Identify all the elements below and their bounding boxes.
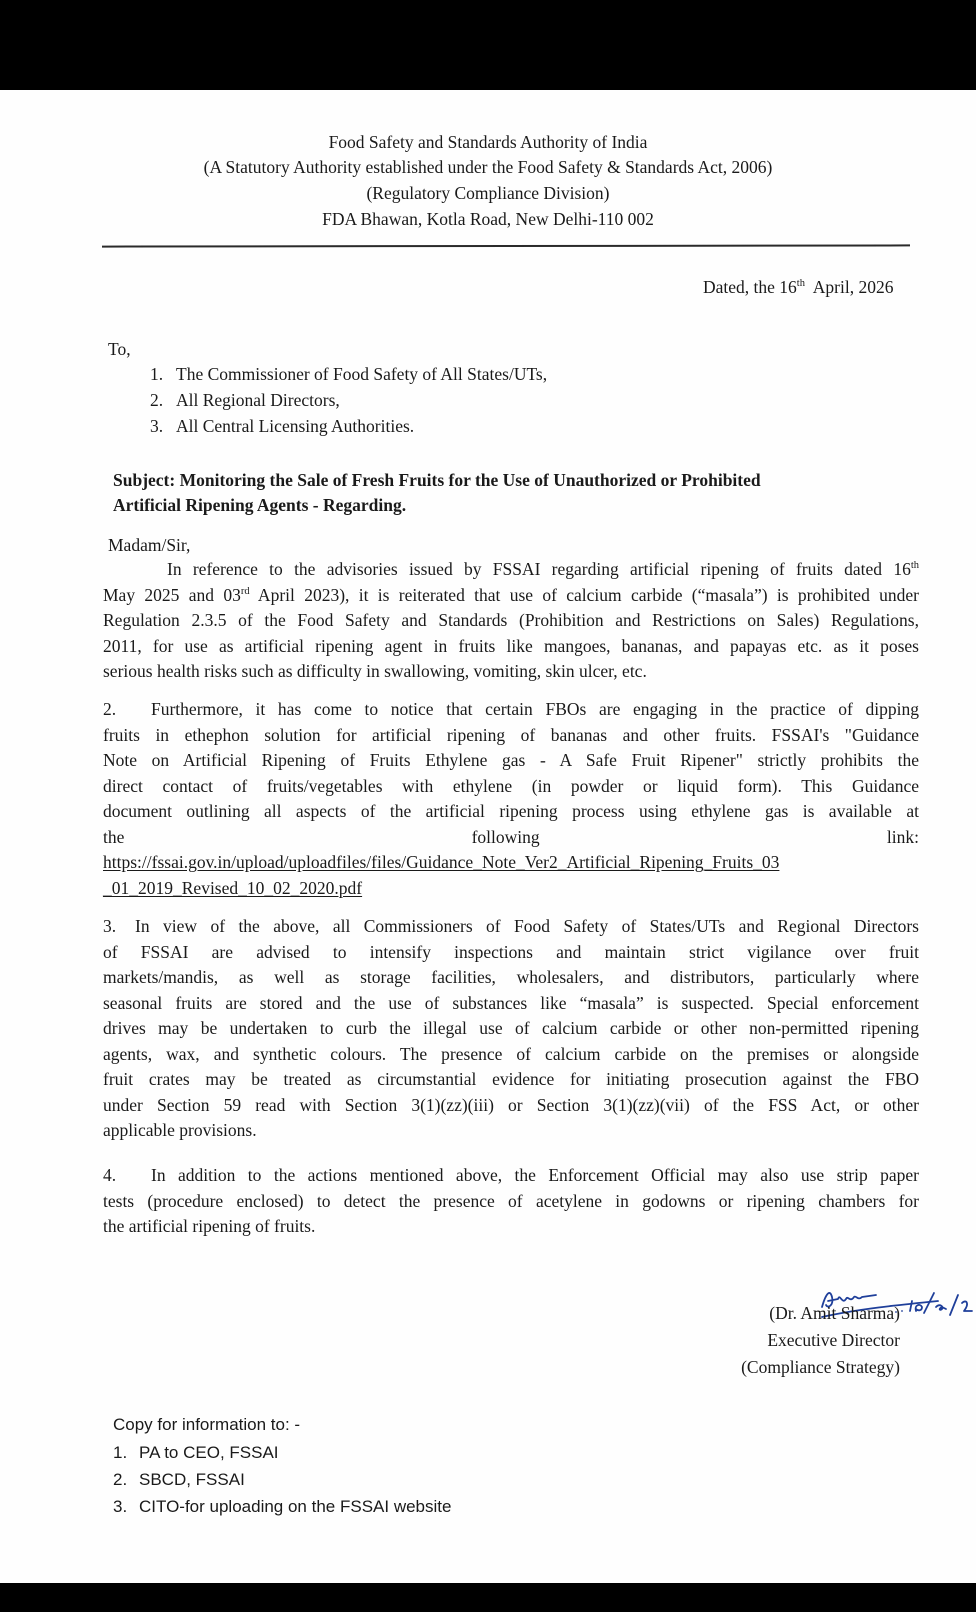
division-name: (Regulatory Compliance Division) bbox=[366, 183, 610, 203]
paragraph-line: direct contact of fruits/vegetables with ethylene (in powder or liquid form). This Guidance bbox=[103, 775, 919, 796]
paragraph-line bbox=[103, 697, 919, 723]
paragraph-line: document outlining all aspects of the artificial ripening process using ethylene gas is available at bbox=[103, 801, 919, 821]
signatory-name: (Dr. Amit Sharma) bbox=[769, 1303, 900, 1323]
paragraph-3 bbox=[103, 914, 919, 1144]
paragraph-line bbox=[103, 876, 919, 902]
paragraph-line: under Section 59 read with Section 3(1)(zz)(iii) or Section 3(1)(zz)(vii) of the FSS Act, or other bbox=[103, 1094, 919, 1115]
to-label: To, bbox=[108, 339, 131, 359]
paragraph-4 bbox=[103, 1163, 919, 1240]
paragraph-line bbox=[103, 557, 919, 583]
addressee-number: 3. bbox=[150, 416, 164, 436]
paragraph-line: markets/mandis, as well as storage facilities, wholesalers, and distributors, particularly where bbox=[103, 967, 919, 987]
copy-to-text: SBCD, FSSAI bbox=[139, 1470, 245, 1489]
text-run: In addition to the actions mentioned above, the Enforcement Official may also use strip paper bbox=[151, 1165, 919, 1185]
text-run: April 2023), it is reiterated that use of calcium carbide (“masala”) is prohibited under bbox=[249, 584, 919, 605]
addressee-number: 2. bbox=[150, 390, 164, 410]
signatory-department: (Compliance Strategy) bbox=[741, 1357, 900, 1377]
copy-to-number: 3. bbox=[113, 1497, 128, 1516]
signature-block bbox=[741, 1300, 900, 1381]
date-day: Dated, the 16 bbox=[703, 277, 797, 297]
subject-heading bbox=[113, 468, 761, 518]
org-address: FDA Bhawan, Kotla Road, New Delhi-110 002 bbox=[322, 209, 654, 229]
paragraph-line: agents, wax, and synthetic colours. The presence of calcium carbide on the premises or alongside bbox=[103, 1043, 919, 1064]
guidance-note-link-continued[interactable]: _01_2019_Revised_10_02_2020.pdf bbox=[103, 877, 363, 898]
addressee-text: The Commissioner of Food Safety of All States/UTs, bbox=[176, 364, 548, 384]
org-status: (A Statutory Authority established under the Food Safety & Standards Act, 2006) bbox=[203, 157, 773, 177]
copy-to-label: Copy for information to: - bbox=[113, 1415, 301, 1434]
copy-to-item bbox=[113, 1442, 279, 1464]
paragraph-line bbox=[103, 825, 919, 851]
document-date bbox=[703, 276, 893, 298]
paragraph-2 bbox=[103, 697, 919, 901]
paragraph-line: drives may be undertaken to curb the illegal use of calcium carbide or other non-permitted ripening bbox=[103, 1018, 919, 1038]
copy-to-number: 1. bbox=[113, 1443, 128, 1462]
copy-to-item bbox=[113, 1469, 245, 1491]
subject-line-2: Artificial Ripening Agents - Regarding. bbox=[113, 495, 407, 515]
bottom-black-bar bbox=[0, 1583, 976, 1612]
salutation: Madam/Sir, bbox=[108, 535, 191, 555]
paragraph-number: 3. bbox=[103, 916, 117, 936]
superscript: th bbox=[910, 560, 919, 571]
text-run: In reference to the advisories issued by FSSAI regarding artificial ripening of fruits dated 16 bbox=[167, 559, 911, 579]
paragraph-line: Regulation 2.3.5 of the Food Safety and Standards (Prohibition and Restrictions on Sales) Regulations, bbox=[103, 610, 919, 630]
addressee-item bbox=[150, 389, 340, 411]
paragraph-1 bbox=[103, 557, 919, 685]
copy-to-text: PA to CEO, FSSAI bbox=[139, 1443, 279, 1462]
paragraph-line bbox=[103, 850, 919, 876]
subject-line-1: Subject: Monitoring the Sale of Fresh Fruits for the Use of Unauthorized or Prohibited bbox=[113, 470, 761, 490]
date-month-year: April, 2026 bbox=[804, 277, 894, 297]
paragraph-number: 4. bbox=[103, 1165, 117, 1185]
text-run: In view of the above, all Commissioners of Food Safety of States/UTs and Regional Directors bbox=[135, 916, 919, 936]
guidance-note-link[interactable]: https://fssai.gov.in/upload/uploadfiles/files/Guidance_Note_Ver2_Artificial_Ripening_Fruits_03 bbox=[103, 852, 780, 872]
addressee-item bbox=[150, 363, 547, 385]
addressee-text: All Regional Directors, bbox=[176, 390, 340, 410]
paragraph-line bbox=[103, 1163, 919, 1189]
addressee-text: All Central Licensing Authorities. bbox=[176, 416, 415, 436]
org-name: Food Safety and Standards Authority of India bbox=[328, 132, 648, 152]
text-run: May 2025 and 03 bbox=[103, 584, 241, 605]
paragraph-line: Note on Artificial Ripening of Fruits Ethylene gas - A Safe Fruit Ripener" strictly prohibits the bbox=[103, 750, 919, 770]
top-black-bar bbox=[0, 0, 976, 90]
paragraph-line: fruit crates may be treated as circumstantial evidence for initiating prosecution against the FBO bbox=[103, 1069, 919, 1089]
paragraph-line: seasonal fruits are stored and the use of substances like “masala” is suspected. Special enforcement bbox=[103, 992, 919, 1013]
paragraph-number: 2. bbox=[103, 699, 117, 719]
text-run: following bbox=[471, 826, 540, 847]
addressee-item bbox=[150, 415, 414, 437]
paragraph-line: applicable provisions. bbox=[103, 1120, 257, 1140]
date-day-suffix: th bbox=[796, 278, 805, 289]
text-run: Furthermore, it has come to notice that certain FBOs are engaging in the practice of dipping bbox=[151, 699, 919, 719]
copy-to-number: 2. bbox=[113, 1470, 128, 1489]
paragraph-line: serious health risks such as difficulty in swallowing, vomiting, skin ulcer, etc. bbox=[103, 661, 647, 681]
paragraph-line: fruits in ethephon solution for artificial ripening of bananas and other fruits. FSSAI's "Guidance bbox=[103, 724, 919, 745]
superscript: rd bbox=[240, 585, 250, 597]
paragraph-line: of FSSAI are advised to intensify inspections and maintain strict vigilance over fruit bbox=[103, 941, 919, 962]
paragraph-line bbox=[103, 914, 919, 940]
text-run: link: bbox=[886, 826, 919, 847]
paragraph-line: the artificial ripening of fruits. bbox=[103, 1216, 316, 1236]
copy-to-item bbox=[113, 1496, 451, 1518]
text-run: the bbox=[103, 826, 125, 847]
paragraph-line bbox=[103, 583, 919, 609]
signatory-designation: Executive Director bbox=[767, 1330, 900, 1350]
addressee-number: 1. bbox=[150, 364, 164, 384]
paragraph-line: 2011, for use as artificial ripening agent in fruits like mangoes, bananas, and papayas etc. as it poses bbox=[103, 635, 919, 656]
copy-to-text: CITO-for uploading on the FSSAI website bbox=[139, 1497, 452, 1516]
paragraph-line: tests (procedure enclosed) to detect the presence of acetylene in godowns or ripening chambers for bbox=[103, 1190, 919, 1211]
